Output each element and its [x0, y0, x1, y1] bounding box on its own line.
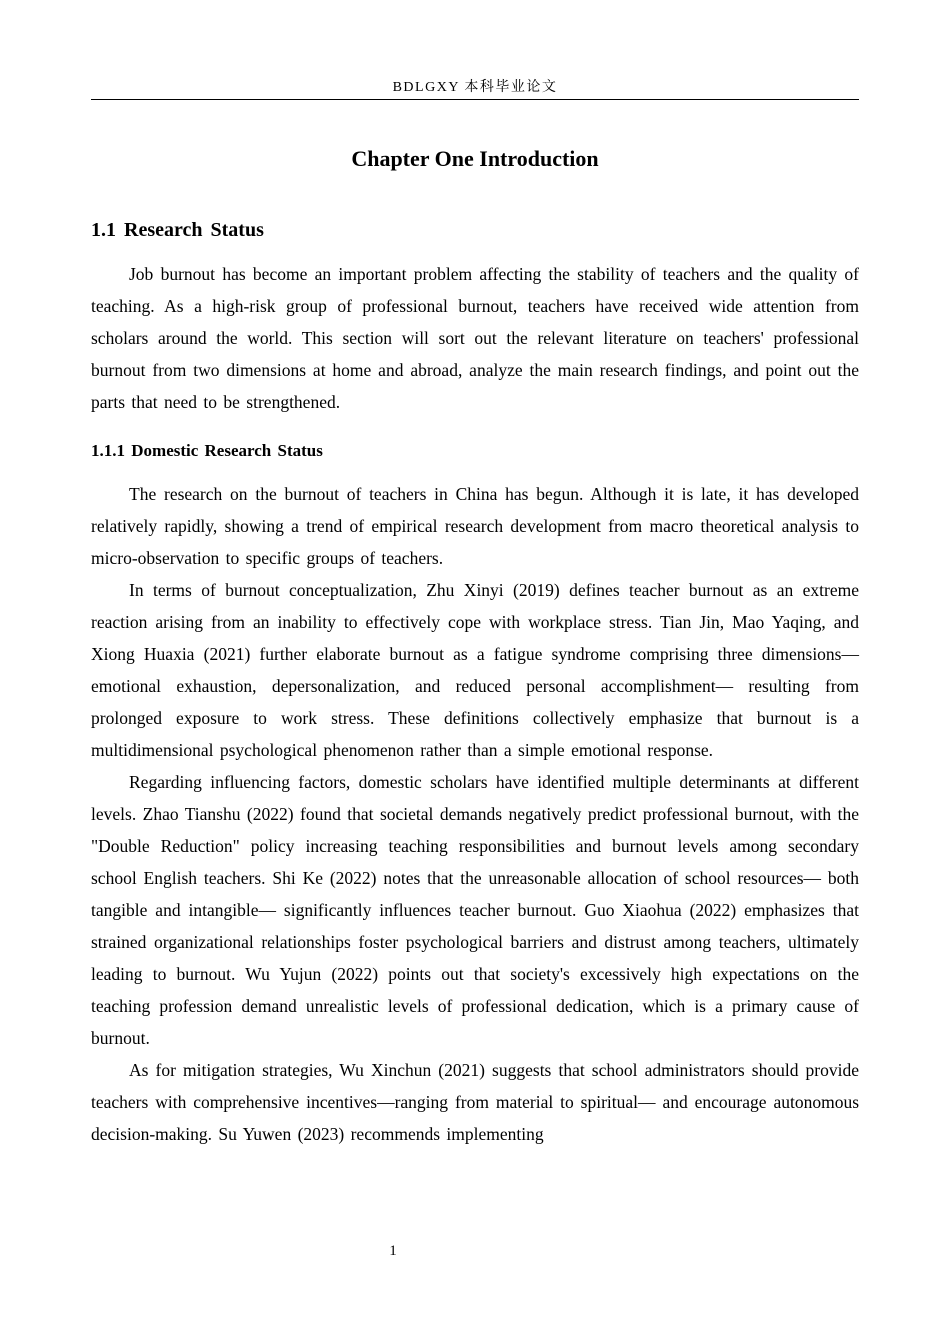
- running-header: BDLGXY 本科毕业论文: [392, 80, 558, 95]
- page-number: 1: [389, 1243, 397, 1259]
- header-rule: [91, 99, 859, 100]
- paragraph-4: As for mitigation strategies, Wu Xinchun (2021) suggests that school administrators should provide teachers with comprehensive incentives—ranging from material to spiritual— and encourage autonomous decision-making. Su Yuwen (2023) recommends implementing: [91, 1060, 859, 1144]
- subsection-heading: 1.1.1 Domestic Research Status: [91, 441, 323, 460]
- chapter-title: Chapter One Introduction: [351, 146, 599, 171]
- intro-block: [91, 258, 859, 418]
- paragraph-1: The research on the burnout of teachers in China has begun. Although it is late, it has developed relatively rapidly, showing a trend of empirical research development from macro theoretical analysis to micro-observation to specific groups of teachers.: [91, 484, 859, 568]
- intro-paragraph: Job burnout has become an important problem affecting the stability of teachers and the quality of teaching. As a high-risk group of professional burnout, teachers have received wide attention from scholars around the world. This section will sort out the relevant literature on teachers' professional burnout from two dimensions at home and abroad, analyze the main research findings, and point out the parts that need to be strengthened.: [91, 264, 859, 412]
- paragraph-2: In terms of burnout conceptualization, Zhu Xinyi (2019) defines teacher burnout as an extreme reaction arising from an inability to effectively cope with workplace stress. Tian Jin, Mao Yaqing, and Xiong Huaxia (2021) further elaborate burnout as a fatigue syndrome comprising three dimensions—emotional exhaustion, depersonalization, and reduced personal accomplishment— resulting from prolonged exposure to work stress. These definitions collectively emphasize that burnout is a multidimensional psychological phenomenon rather than a simple emotional response.: [91, 580, 859, 760]
- paragraph-3: Regarding influencing factors, domestic scholars have identified multiple determinants at different levels. Zhao Tianshu (2022) found that societal demands negatively predict professional burnout, with the "Double Reduction" policy increasing teaching responsibilities and burnout levels among secondary school English teachers. Shi Ke (2022) notes that the unreasonable allocation of school resources— both tangible and intangible— significantly influences teacher burnout. Guo Xiaohua (2022) emphasizes that strained organizational relationships foster psychological barriers and distrust among teachers, ultimately leading to burnout. Wu Yujun (2022) points out that society's excessively high expectations on the teaching profession demand unrealistic levels of professional dedication, which is a primary cause of burnout.: [91, 772, 859, 1048]
- section-heading: 1.1 Research Status: [91, 219, 264, 241]
- body-block: [91, 478, 859, 1150]
